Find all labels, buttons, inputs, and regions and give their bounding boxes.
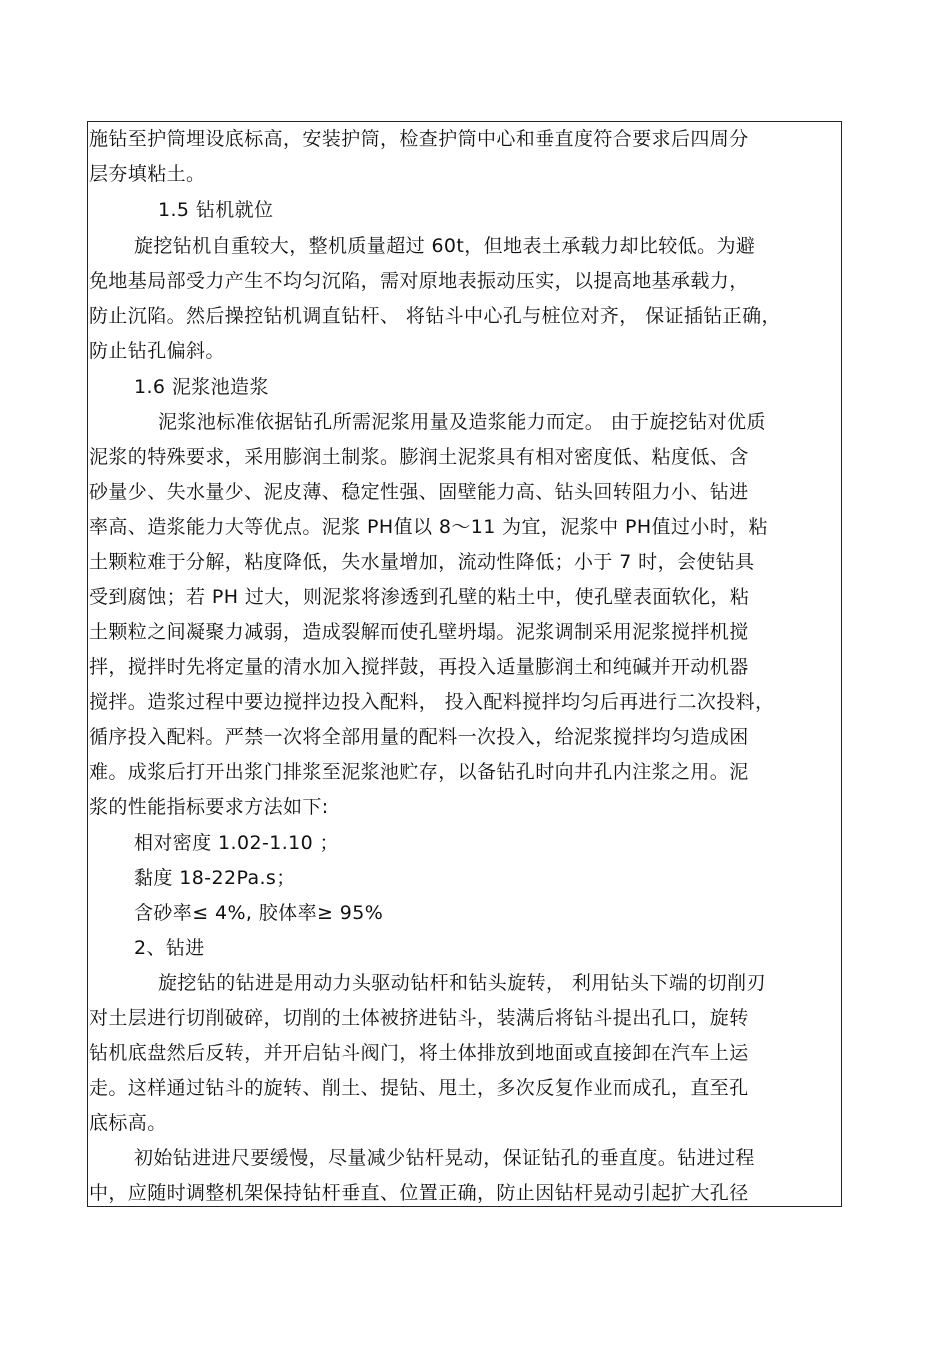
text-line: 底标高。 <box>89 1112 167 1134</box>
text-line: 泥浆的特殊要求，采用膨润土制浆。膨润土泥浆具有相对密度低、粘度低、含 <box>89 446 749 468</box>
text-line: 难。成浆后打开出浆门排浆至泥浆池贮存，以备钻孔时向井孔内注浆之用。泥 <box>89 761 749 783</box>
text-line: 免地基局部受力产生不均匀沉陷，需对原地表振动压实，以提高地基承载力， <box>89 270 749 292</box>
text-line: 泥浆池标准依据钻孔所需泥浆用量及造浆能力而定。 由于旋挖钻对优质 <box>158 411 766 433</box>
text-line: 率高、造浆能力大等优点。泥浆 PH值以 8～11 为宜，泥浆中 PH值过小时，粘 <box>89 516 768 538</box>
text-line: 搅拌。造浆过程中要边搅拌边投入配料， 投入配料搅拌均匀后再进行二次投料， <box>89 691 775 713</box>
text-line: 土颗粒难于分解，粘度降低，失水量增加，流动性降低；小于 7 时，会使钻具 <box>89 551 755 573</box>
text-line: 旋挖钻的钻进是用动力头驱动钻杆和钻头旋转， 利用钻头下端的切削刃 <box>158 972 766 994</box>
text-line: 层夯填粘土。 <box>89 163 206 185</box>
section-heading: 1.5 钻机就位 <box>158 199 274 221</box>
text-line: 受到腐蚀；若 PH 过大，则泥浆将渗透到孔壁的粘土中，使孔壁表面软化，粘 <box>89 586 750 608</box>
text-line: 初始钻进进尺要缓慢，尽量减少钻杆晃动，保证钻孔的垂直度。钻进过程 <box>134 1147 755 1169</box>
spec-viscosity: 黏度 18-22Pa.s； <box>134 867 296 889</box>
spec-density: 相对密度 1.02-1.10 ； <box>134 832 339 854</box>
text-line: 拌，搅拌时先将定量的清水加入搅拌鼓，再投入适量膨润土和纯碱并开动机器 <box>89 656 749 678</box>
text-line: 旋挖钻机自重较大，整机质量超过 60t，但地表土承载力却比较低。为避 <box>134 235 756 257</box>
text-line: 砂量少、失水量少、泥皮薄、稳定性强、固壁能力高、钻头回转阻力小、钻进 <box>89 481 749 503</box>
text-line: 对土层进行切削破碎，切削的土体被挤进钻斗，装满后将钻斗提出孔口，旋转 <box>89 1007 749 1029</box>
section-heading: 1.6 泥浆池造浆 <box>134 376 269 398</box>
text-line: 土颗粒之间凝聚力减弱，造成裂解而使孔壁坍塌。泥浆调制采用泥浆搅拌机搅 <box>89 621 749 643</box>
spec-sand-content: 含砂率≤ 4%, 胶体率≥ 95% <box>134 902 384 924</box>
text-line: 施钻至护筒埋设底标高，安装护筒，检查护筒中心和垂直度符合要求后四周分 <box>89 128 749 150</box>
text-line: 防止钻孔偏斜。 <box>89 340 225 362</box>
document-frame <box>87 121 842 1207</box>
text-line: 浆的性能指标要求方法如下: <box>89 796 329 818</box>
text-line: 走。这样通过钻斗的旋转、削土、提钻、甩土，多次反复作业而成孔，直至孔 <box>89 1077 749 1099</box>
text-line: 防止沉陷。然后操控钻机调直钻杆、 将钻斗中心孔与桩位对齐， 保证插钻正确， <box>89 305 781 327</box>
text-line: 钻机底盘然后反转，并开启钻斗阀门，将土体排放到地面或直接卸在汽车上运 <box>89 1042 749 1064</box>
section-heading: 2、钻进 <box>134 937 205 959</box>
text-line: 中，应随时调整机架保持钻杆垂直、位置正确，防止因钻杆晃动引起扩大孔径 <box>89 1182 749 1204</box>
text-line: 循序投入配料。严禁一次将全部用量的配料一次投入，给泥浆搅拌均匀造成困 <box>89 726 749 748</box>
